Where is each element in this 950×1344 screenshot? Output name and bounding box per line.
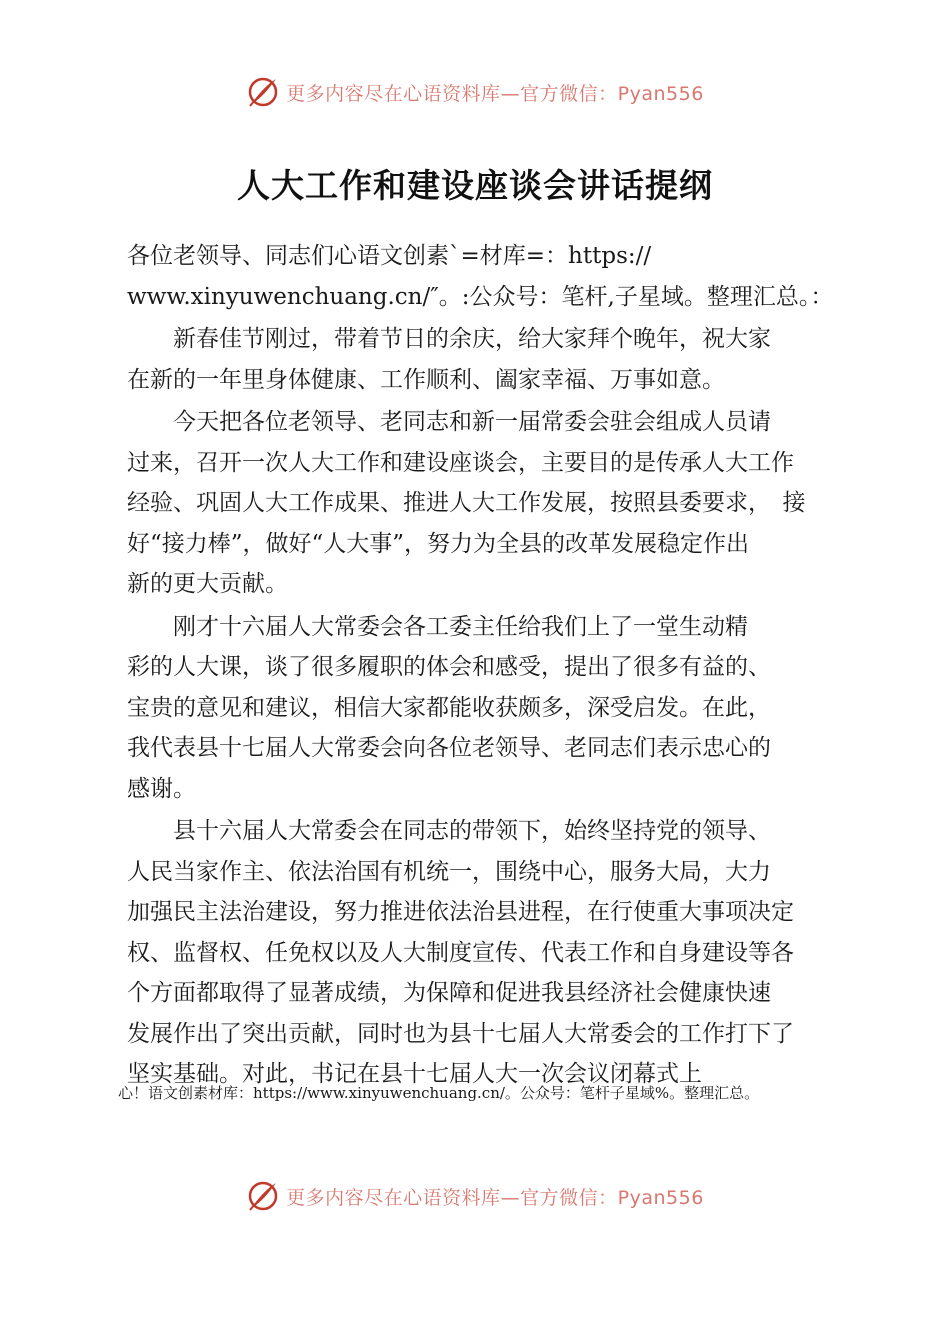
feather-pen-logo-icon xyxy=(246,75,280,109)
text-line: 权、监督权、任免权以及人大制度宣传、代表工作和自身建设等各 xyxy=(127,939,794,966)
text-line: 感谢。 xyxy=(127,775,196,802)
text-line: 新的更大贡献。 xyxy=(127,571,288,597)
text-line: 我代表县十七届人大常委会向各位老领导、老同志们表示忠心的 xyxy=(127,735,771,761)
text-line: 好“接力棒”，做好“人大事”，努力为全县的改革发展稳定作出 xyxy=(127,530,750,557)
text-line: 宝贵的意见和建议，相信大家都能收获颇多，深受启发。在此， xyxy=(127,694,771,721)
document-body xyxy=(127,236,872,1095)
text-line: 今天把各位老领导、老同志和新一届常委会驻会组成人员请 xyxy=(127,409,771,435)
document-title: 人大工作和建设座谈会讲话提纲 xyxy=(237,166,713,205)
text-line: 刚才十六届人大常委会各工委主任给我们上了一堂生动精 xyxy=(127,613,748,640)
banner-text: 更多内容尽在心语资料库—官方微信：Pyan556 xyxy=(286,82,704,105)
text-line: 过来，召开一次人大工作和建设座谈会，主要目的是传承人大工作 xyxy=(127,449,794,476)
text-line: 加强民主法治建设，努力推进依法治县进程，在行使重大事项决定 xyxy=(127,899,794,925)
text-line: 新春佳节刚过，带着节日的余庆，给大家拜个晚年，祝大家 xyxy=(127,326,771,352)
text-line: 发展作出了突出贡献，同时也为县十七届人大常委会的工作打下了 xyxy=(127,1020,794,1047)
text-line: 县十六届人大常委会在同志的带领下，始终坚持党的领导、 xyxy=(127,818,771,844)
text-line: 在新的一年里身体健康、工作顺利、阖家幸福、万事如意。 xyxy=(127,366,725,393)
banner-text: 更多内容尽在心语资料库—官方微信：Pyan556 xyxy=(286,1186,704,1209)
text-line: 个方面都取得了显著成绩，为保障和促进我县经济社会健康快速 xyxy=(127,980,771,1006)
text-line: 人民当家作主、依法治国有机统一，围绕中心，服务大局，大力 xyxy=(127,858,771,885)
footnote: 心！语文创素材库：https://www.xinyuwenchuang.cn/。公众号：笔杆子星域%。整理汇总。 xyxy=(118,1084,760,1102)
feather-pen-logo-icon xyxy=(246,1179,280,1213)
text-line: 坚实基础。对此，书记在县十七届人大一次会议闭幕式上 xyxy=(127,1061,702,1087)
text-line: www.xinyuwenchuang.cn/″。:公众号：笔杆,子星域。整理汇总。： xyxy=(127,283,834,310)
top-banner xyxy=(0,72,950,112)
text-line: 彩的人大课，谈了很多履职的体会和感受，提出了很多有益的、 xyxy=(127,654,771,680)
bottom-banner xyxy=(0,1176,950,1216)
text-line: 各位老领导、同志们心语文创素`=材库=：https:// xyxy=(127,243,652,269)
text-line: 经验、巩固人大工作成果、推进人大工作发展，按照县委要求， 接 xyxy=(127,490,806,516)
